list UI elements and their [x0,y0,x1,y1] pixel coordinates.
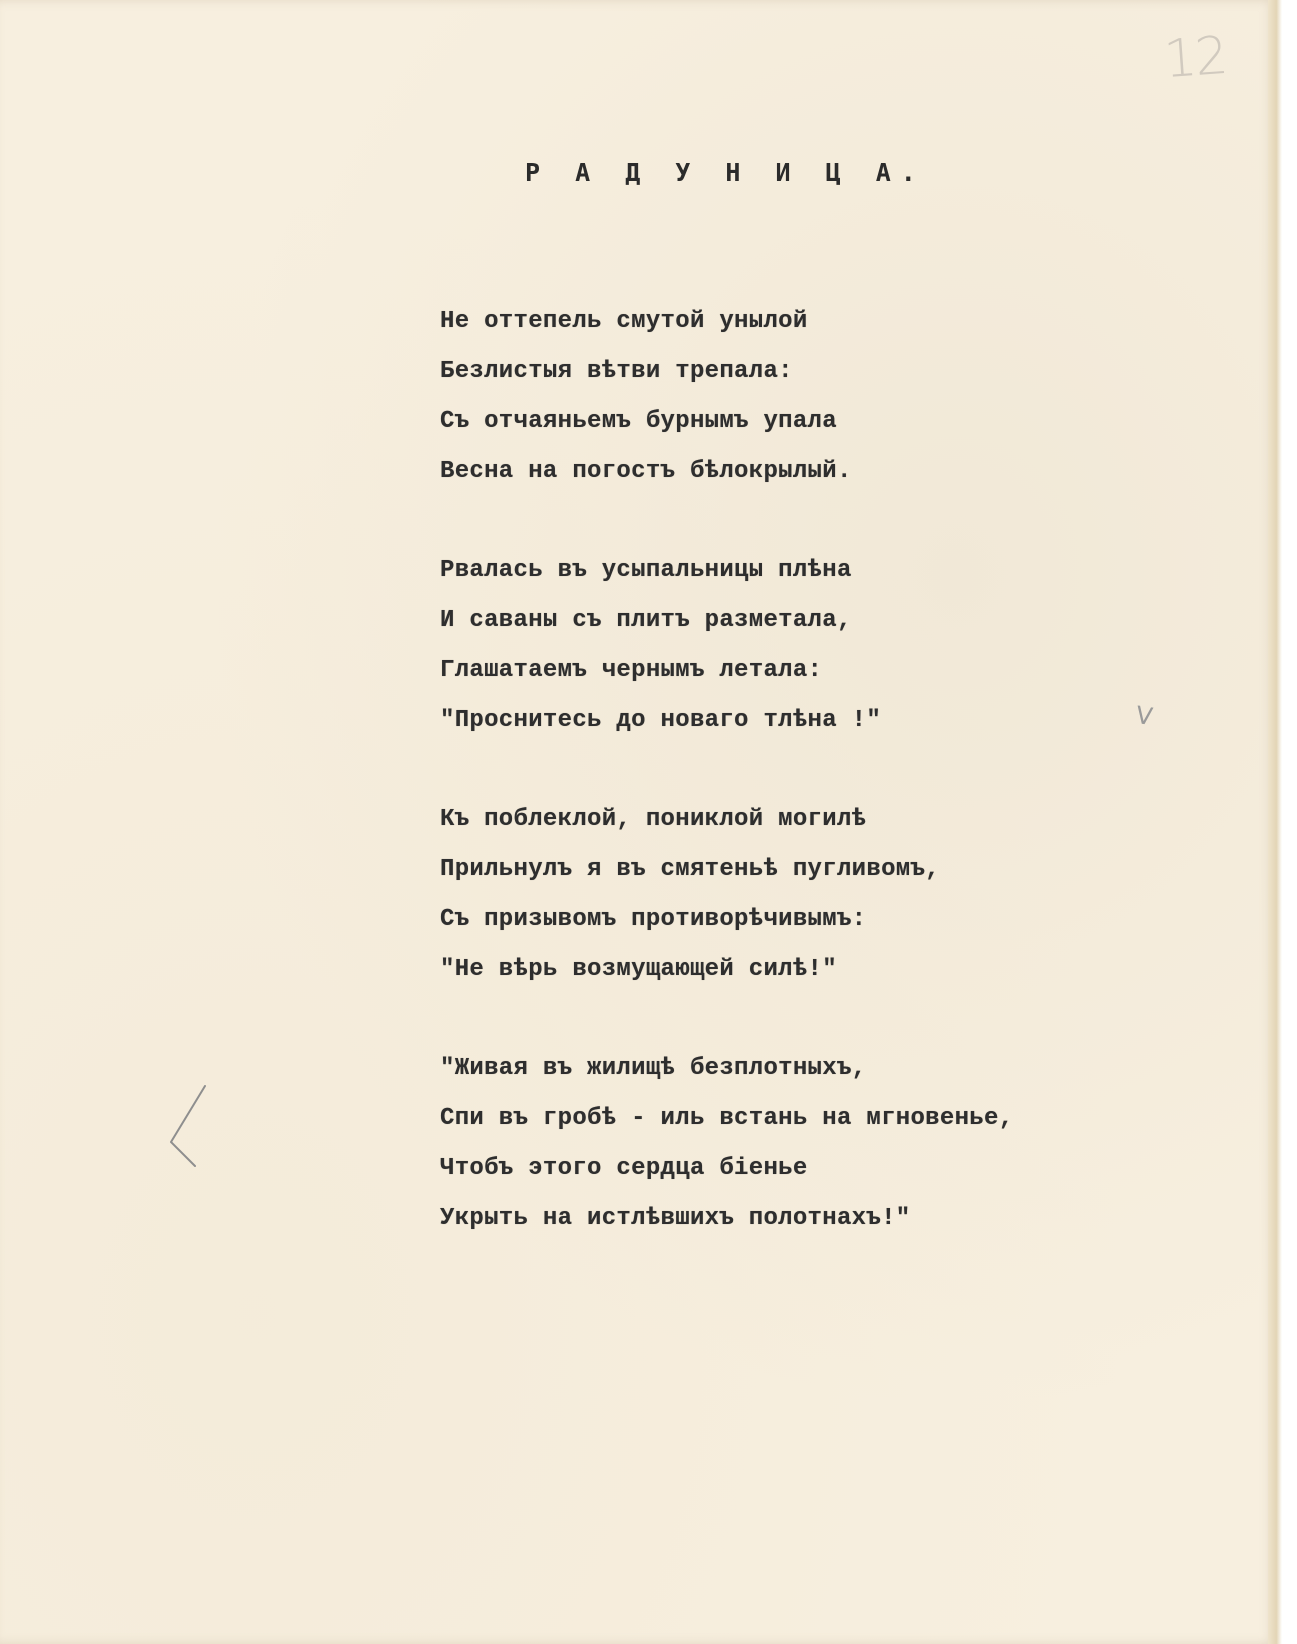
page-edge [1268,0,1282,1644]
verse-line: И саваны съ плитъ разметала, [440,607,852,634]
verse-line: Глашатаемъ чернымъ летала: [440,657,823,684]
stanza-1 [440,297,1013,497]
stanza-4 [440,1044,1013,1244]
verse-line: Укрыть на истлѣвшихъ полотнахъ!" [440,1205,911,1232]
poem-title: Р А Д У Н И Ц А. [525,158,926,187]
verse-line: Съ отчаяньемъ бурнымъ упала [440,408,837,435]
verse-line: Къ поблеклой, пониклой могилѣ [440,806,867,833]
pencil-check-mark: V [1134,700,1155,732]
verse-line: Безлистыя вѣтви трепала: [440,358,793,385]
stanza-2 [440,546,1013,746]
folio-number: 12 [1161,25,1229,91]
verse-line: Спи въ гробѣ - иль встань на мгновенье, [440,1105,1014,1132]
verse-line: "Живая въ жилищѣ безплотныхъ, [440,1055,867,1082]
verse-line: "Не вѣрь возмущающей силѣ!" [440,956,837,983]
verse-line: Прильнулъ я въ смятеньѣ пугливомъ, [440,856,940,883]
verse-line: Съ призывомъ противорѣчивымъ: [440,906,867,933]
verse-line: Рвалась въ усыпальницы плѣна [440,557,852,584]
verse-line: "Проснитесь до новаго тлѣна !" [440,707,882,734]
verse-line: Не оттепель смутой унылой [440,308,808,335]
poem-body [440,297,1013,1244]
stanza-3 [440,795,1013,995]
verse-line: Чтобъ этого сердца біенье [440,1155,808,1182]
pencil-margin-mark-icon [165,1082,225,1172]
verse-line: Весна на погостъ бѣлокрылый. [440,458,852,485]
